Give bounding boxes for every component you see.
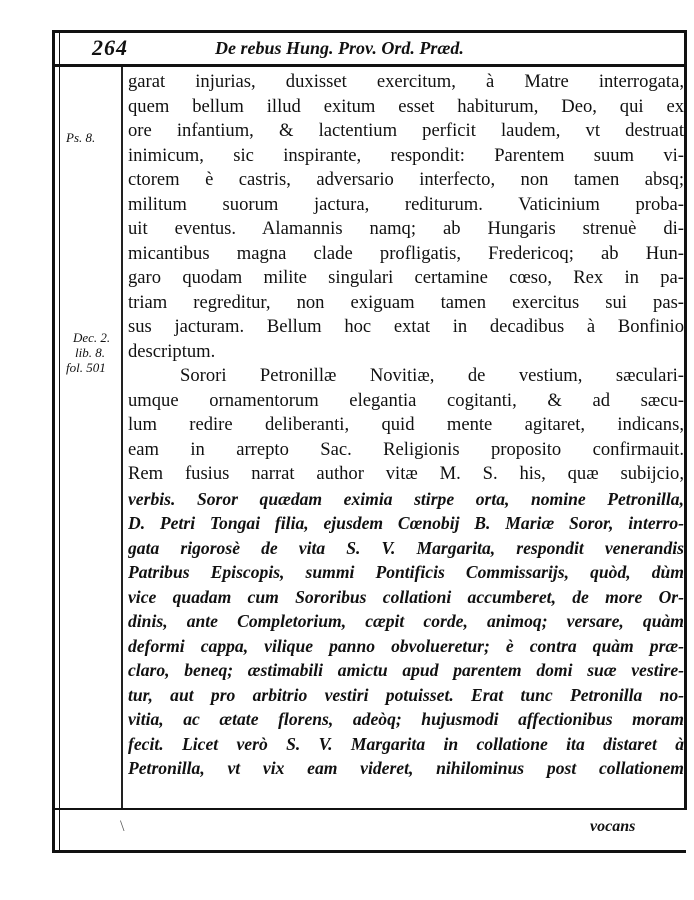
margin-note-book: lib. 8. bbox=[75, 345, 105, 360]
page-frame-left-rule bbox=[52, 30, 55, 850]
text-line: verbis. Soror quædam eximia stirpe orta, nomine Petronilla, bbox=[128, 488, 684, 509]
text-line: ctorem è castris, adversario interfecto, non tamen absq; bbox=[128, 169, 684, 190]
text-line: D. Petri Tongai filia, ejusdem Cœnobij B. Mariæ Soror, interro- bbox=[128, 513, 684, 533]
text-line: dinis, ante Completorium, cæpit corde, animoq; versare, quàm bbox=[128, 611, 684, 631]
page-frame-left-inner-rule bbox=[59, 30, 60, 850]
text-line: tur, aut pro arbitrio vestiri potuisset. Erat tunc Petronilla no- bbox=[128, 684, 684, 705]
catchword: vocans bbox=[590, 818, 636, 835]
margin-note-folio: fol. 501 bbox=[66, 360, 106, 375]
text-line: Sorori Petronillæ Novitiæ, de vestium, sæculari- bbox=[180, 365, 684, 386]
text-line: gata rigorosè de vita S. V. Margarita, respondit venerandis bbox=[128, 537, 684, 558]
text-line: fecit. Licet verò S. V. Margarita in collatione ita distaret à bbox=[128, 733, 684, 754]
text-line: deformi cappa, vilique panno obvolueretur; è contra quàm præ- bbox=[128, 635, 684, 656]
text-line: garo quodam milite singulari certamine cœso, Rex in pa- bbox=[128, 267, 684, 288]
page-frame-right-rule bbox=[684, 30, 687, 810]
page-frame-top-rule bbox=[52, 30, 686, 33]
text-line: eam in arrepto Sac. Religionis proposito confirmauit. bbox=[128, 438, 684, 460]
margin-column-rule bbox=[121, 67, 123, 809]
text-line: lum redire deliberanti, quid mente agitaret, indicans, bbox=[128, 414, 684, 435]
header-rule bbox=[52, 64, 686, 67]
text-line: Patribus Episcopis, summi Pontificis Commissarijs, quòd, dùm bbox=[128, 562, 684, 582]
text-line: Petronilla, vt vix eam videret, nihilominus post collationem bbox=[128, 758, 684, 778]
text-line: vitia, ac ætate florens, adeòq; hujusmodi affectionibus moram bbox=[128, 709, 684, 729]
text-block-bottom-rule bbox=[52, 808, 686, 810]
page-number: 264 bbox=[92, 35, 128, 60]
text-line: vice quadam cum Sororibus collationi accumberet, de more Or- bbox=[128, 586, 684, 607]
text-line: ore infantium, & lactentium perficit laudem, vt destruat bbox=[128, 120, 684, 141]
text-line: micantibus magna clade profligatis, Fredericoq; ab Hun- bbox=[128, 242, 684, 264]
text-line: uit eventus. Alamannis namq; ab Hungaris strenuè di- bbox=[128, 218, 684, 239]
text-line: claro, beneq; æstimabili amictu apud parentem domi suæ vestire- bbox=[128, 660, 684, 680]
running-head: De rebus Hung. Prov. Ord. Præd. bbox=[215, 38, 464, 58]
text-line: sus jacturam. Bellum hoc extat in decadibus à Bonfinio bbox=[128, 316, 684, 337]
body-text bbox=[128, 70, 684, 781]
text-line: descriptum. bbox=[128, 340, 216, 362]
text-line: quem bellum illud exitum esset habiturum, Deo, qui ex bbox=[128, 95, 684, 117]
margin-note-decade: Dec. 2. bbox=[73, 330, 111, 345]
margin-note-psalm: Ps. 8. bbox=[66, 130, 96, 145]
text-line: Rem fusius narrat author vitæ M. S. his, quæ subijcio, bbox=[128, 463, 684, 484]
text-line: umque ornamentorum elegantia cogitanti, & ad sæcu- bbox=[128, 389, 684, 411]
stray-ink-mark: \ bbox=[120, 818, 125, 835]
text-line: triam regreditur, non exiguam tamen exercitus sui pas- bbox=[128, 291, 684, 313]
text-line: inimicum, sic inspirante, respondit: Parentem suum vi- bbox=[128, 144, 684, 166]
text-line: garat injurias, duxisset exercitum, à Matre interrogata, bbox=[128, 71, 684, 92]
text-line: militum suorum jactura, rediturum. Vaticinium proba- bbox=[128, 193, 684, 215]
page-frame-bottom-rule bbox=[52, 850, 686, 853]
